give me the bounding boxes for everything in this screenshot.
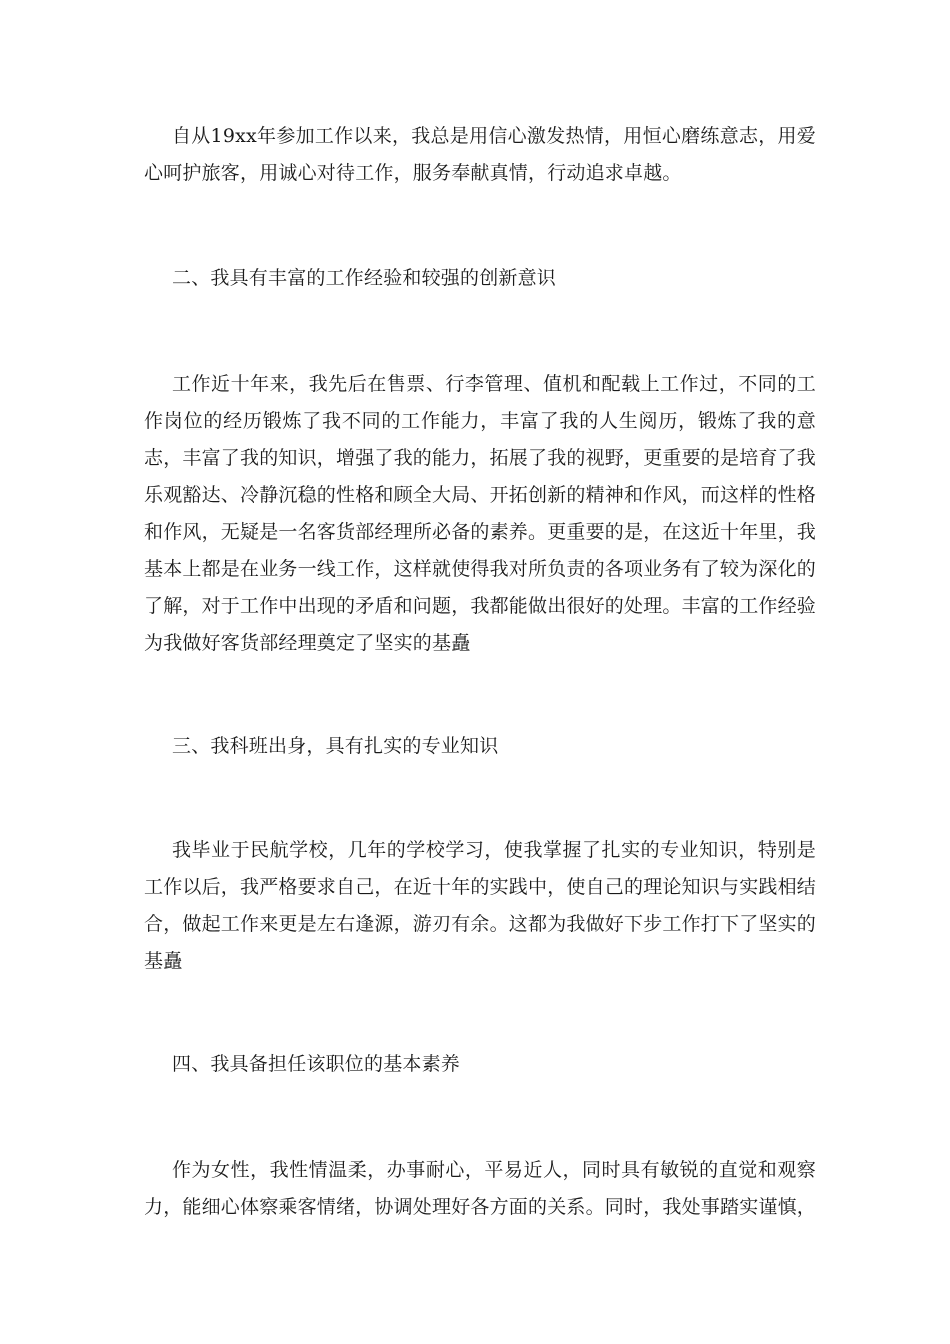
paragraph-text: 作为女性，我性情温柔，办事耐心，平易近人，同时具有敏锐的直觉和观察力，能细心体察乘客情绪，协调处理好各方面的关系。同时，我处事踏实谨慎， xyxy=(144,1159,817,1218)
paragraph-qualities xyxy=(144,1152,816,1226)
paragraph-text: 我毕业于民航学校，几年的学校学习，使我掌握了扎实的专业知识，特别是工作以后，我严格要求自己，在近十年的实践中，使自己的理论知识与实践相结合，做起工作来更是左右逢源，游刃有余。这都为我做好下步工作打下了坚实的基矗 xyxy=(144,839,817,972)
paragraph-intro xyxy=(144,118,816,192)
paragraph-text: 自从19xx年参加工作以来，我总是用信心激发热情，用恒心磨练意志，用爱心呵护旅客，用诚心对待工作，服务奉献真情，行动追求卓越。 xyxy=(144,125,816,184)
heading-text: 三、我科班出身，具有扎实的专业知识 xyxy=(172,735,499,757)
paragraph-experience xyxy=(144,366,816,662)
heading-text: 四、我具备担任该职位的基本素养 xyxy=(172,1053,461,1075)
section-heading-2 xyxy=(144,260,816,297)
heading-text: 二、我具有丰富的工作经验和较强的创新意识 xyxy=(172,267,557,289)
section-heading-3 xyxy=(144,728,816,765)
section-heading-4 xyxy=(144,1046,816,1083)
paragraph-text: 工作近十年来，我先后在售票、行李管理、值机和配载上工作过，不同的工作岗位的经历锻炼了我不同的工作能力，丰富了我的人生阅历，锻炼了我的意志，丰富了我的知识，增强了我的能力，拓展了我的视野，更重要的是培育了我乐观豁达、冷静沉稳的性格和顾全大局、开拓创新的精神和作风，而这样的性格和作风，无疑是一名客货部经理所必备的素养。更重要的是，在这近十年里，我基本上都是在业务一线工作，这样就使得我对所负责的各项业务有了较为深化的了解，对于工作中出现的矛盾和问题，我都能做出很好的处理。丰富的工作经验为我做好客货部经理奠定了坚实的基矗 xyxy=(144,373,817,654)
paragraph-education xyxy=(144,832,816,980)
